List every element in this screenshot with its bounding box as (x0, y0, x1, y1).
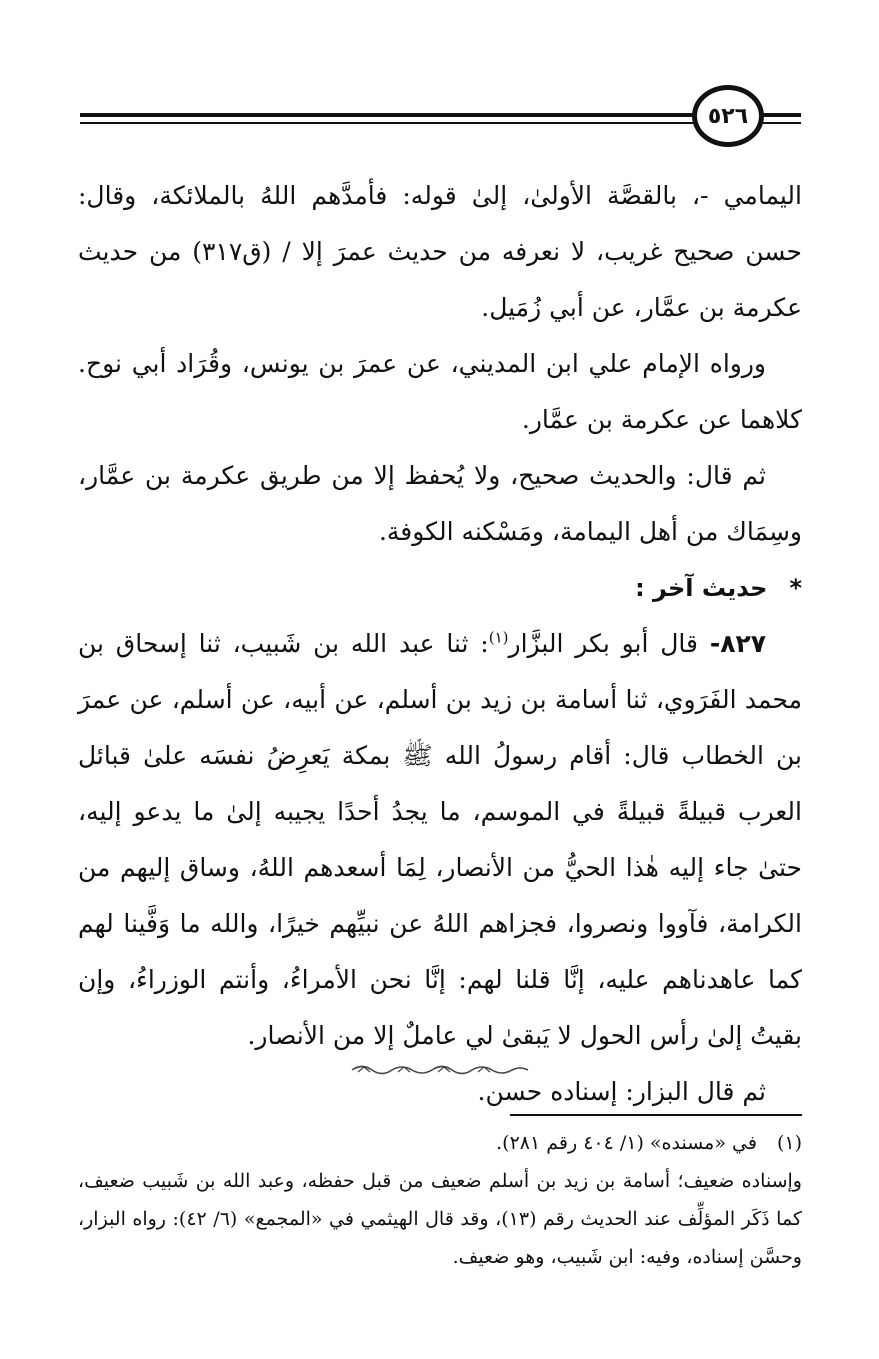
footnote-1-line (78, 1124, 802, 1162)
hadith-text: : ثنا عبد الله بن شَبيب، ثنا إسحاق بن محمد الفَرَوي، ثنا أسامة بن زيد بن أسلم، عن أبيه، عن أسلم، عن عمرَ بن الخطاب قال: أقام رسولُ الله ﷺ بمكة يَعرِضُ نفسَه علىٰ قبائل العرب قبيلةً قبيلةً في الموسم، ما يجدُ أحدًا يجيبه إلىٰ ما يدعو إليه، حتىٰ جاء إليه هٰذا الحيُّ من الأنصار، لِمَا أسعدهم اللهُ، وساق إليهم من الكرامة، فآووا ونصروا، فجزاهم اللهُ عن نبيِّهم خيرًا، والله ما وَفَّينا لهم كما عاهدناهم عليه، إنَّا قلنا لهم: إنَّا نحن الأمراءُ، وأنتم الوزراءُ، وإن بقيتُ إلىٰ رأس الحول لا يَبقىٰ لي عاملٌ إلا من الأنصار. (78, 629, 802, 1050)
asterisk-icon: * (789, 574, 802, 602)
footnote-1-citation: في «مسنده» (١/ ٤٠٤ رقم ٢٨١). (496, 1132, 757, 1154)
header-rule-right (763, 113, 801, 117)
footnotes (78, 1124, 802, 1276)
header-rule-right-thin (763, 122, 801, 124)
hadith-lead: قال أبو بكر البزَّار (508, 629, 698, 658)
paragraph-2: ورواه الإمام علي ابن المديني، عن عمرَ بن يونس، وقُرَاد أبي نوح. كلاهما عن عكرمة بن عمَّار. (78, 349, 802, 434)
header-rule-thin (80, 122, 694, 124)
section-heading (78, 560, 802, 616)
header-rule (80, 113, 694, 117)
main-text (78, 168, 802, 1120)
footnote-reference[interactable]: (١) (488, 628, 509, 647)
footnote-separator (510, 1114, 802, 1116)
paragraph-3: ثم قال: والحديث صحيح، ولا يُحفظ إلا من طريق عكرمة بن عمَّار، وسِمَاك من أهل اليمامة، ومَسْكنه الكوفة. (78, 461, 802, 546)
page-number-badge (692, 85, 764, 147)
ornament-divider-icon (350, 1060, 530, 1080)
hadith-number: ٨٢٧- (709, 629, 766, 658)
page-number: ٥٢٦ (707, 103, 749, 129)
paragraph-1: اليمامي -، بالقصَّة الأولىٰ، إلىٰ قوله: فأمدَّهم اللهُ بالملائكة، وقال: حسن صحيح غريب، لا نعرفه من حديث عمرَ إلا / (ق٣١٧) من حديث عكرمة بن عمَّار، عن أبي زُمَيل. (78, 181, 802, 322)
paragraph-5: ثم قال البزار: إسناده حسن. (477, 1077, 766, 1106)
footnote-1-body: وإسناده ضعيف؛ أسامة بن زيد بن أسلم ضعيف من قبل حفظه، وعبد الله بن شَبيب ضعيف، كما ذَكَر المؤلِّف عند الحديث رقم (١٣)، وقد قال الهيثمي في «المجمع» (٦/ ٤٢): رواه البزار، وحسَّن إسناده، وفيه: ابن شَبيب، وهو ضعيف. (78, 1170, 802, 1268)
section-heading-text: حديث آخر : (635, 574, 768, 602)
hadith-paragraph (78, 616, 802, 1064)
footnote-marker: (١) (776, 1132, 802, 1154)
